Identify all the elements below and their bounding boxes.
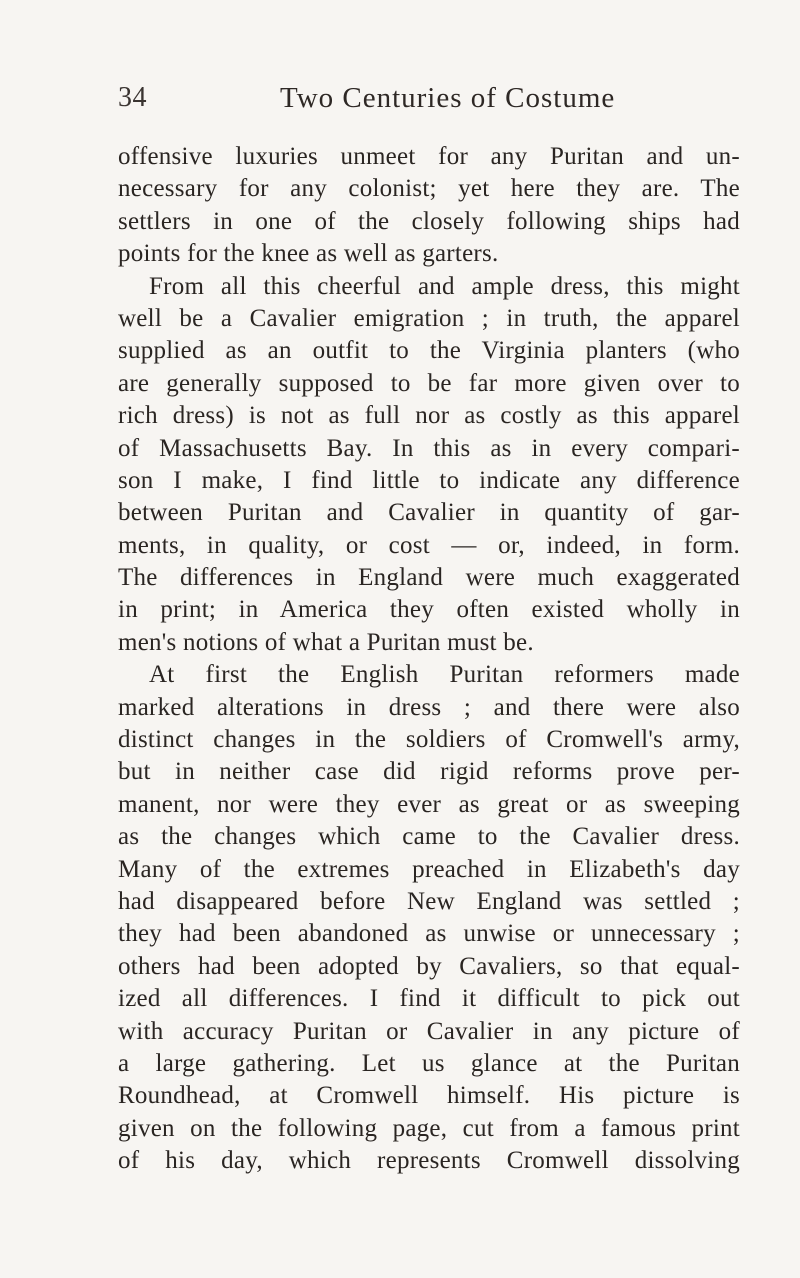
text-line: well be a Cavalier emigration ; in truth, the apparel: [118, 304, 740, 332]
text-line: supplied as an outfit to the Virginia planters (who: [118, 337, 740, 365]
text-line: At first the English Puritan reformers made: [149, 661, 740, 689]
text-line: settlers in one of the closely following ships had: [118, 207, 740, 235]
text-line: ments, in quality, or cost — or, indeed, in form.: [118, 531, 740, 559]
body-text: [118, 141, 740, 1178]
text-line: are generally supposed to be far more given over to: [118, 369, 740, 397]
text-line: as the changes which came to the Cavalier dress.: [118, 823, 740, 851]
text-line: marked alterations in dress ; and there were also: [118, 693, 740, 721]
text-line: necessary for any colonist; yet here they are. The: [118, 175, 740, 203]
text-line: they had been abandoned as unwise or unnecessary ;: [118, 920, 740, 948]
running-title: Two Centuries of Costume: [280, 82, 616, 114]
text-line: of his day, which represents Cromwell dissolving: [118, 1147, 740, 1175]
page-header: [118, 82, 740, 122]
text-line: From all this cheerful and ample dress, this might: [149, 272, 740, 300]
text-line: men's notions of what a Puritan must be.: [118, 628, 534, 656]
text-line: ized all differences. I find it difficult to pick out: [118, 985, 740, 1013]
text-line: with accuracy Puritan or Cavalier in any picture of: [118, 1017, 740, 1045]
text-line: points for the knee as well as garters.: [118, 240, 499, 268]
text-line: of Massachusetts Bay. In this as in every compari-: [118, 434, 740, 462]
text-line: manent, nor were they ever as great or as sweeping: [118, 790, 740, 818]
text-line: given on the following page, cut from a famous print: [118, 1114, 740, 1142]
text-line: distinct changes in the soldiers of Cromwell's army,: [118, 726, 740, 754]
text-line: offensive luxuries unmeet for any Puritan and un-: [118, 143, 740, 170]
text-line: in print; in America they often existed wholly in: [118, 596, 740, 624]
text-line: rich dress) is not as full nor as costly as this apparel: [118, 402, 740, 430]
text-line: had disappeared before New England was settled ;: [118, 887, 740, 915]
text-line: Roundhead, at Cromwell himself. His picture is: [118, 1082, 740, 1110]
text-line: between Puritan and Cavalier in quantity of gar-: [118, 499, 740, 527]
text-line: but in neither case did rigid reforms prove per-: [118, 758, 740, 786]
text-line: a large gathering. Let us glance at the Puritan: [118, 1049, 740, 1077]
page-number: 34: [118, 82, 147, 113]
text-line: The differences in England were much exaggerated: [118, 564, 740, 592]
text-line: son I make, I find little to indicate any difference: [118, 466, 740, 494]
text-line: Many of the extremes preached in Elizabeth's day: [118, 855, 740, 883]
text-line: others had been adopted by Cavaliers, so that equal-: [118, 952, 740, 980]
